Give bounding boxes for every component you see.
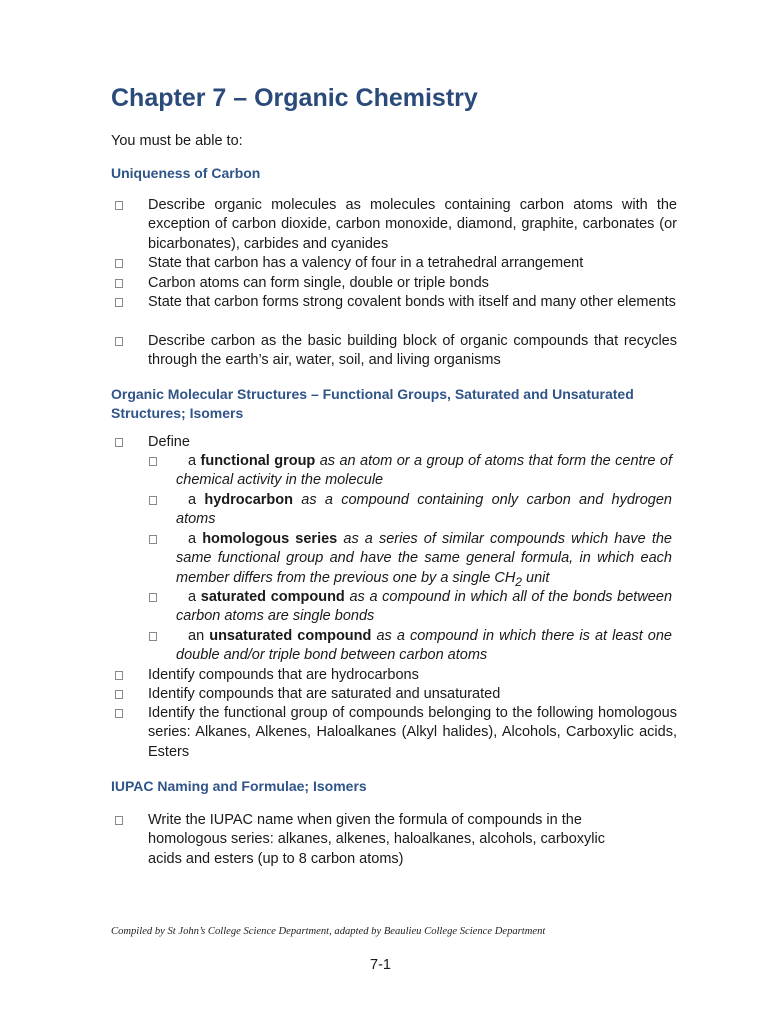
definition-term: functional group: [200, 453, 316, 469]
definition-term: hydrocarbon: [204, 492, 293, 508]
list-item-define: Define: [148, 433, 677, 452]
list-item: State that carbon has a valency of four in a tetrahedral arrangement: [148, 254, 677, 273]
definition-item: a homologous series as a series of similar compounds which have the same functional group and have the same general formula, in which each member differs from the previous one by a single $CH_2$ unit: [176, 530, 672, 592]
list-item: Identify compounds that are hydrocarbons: [148, 666, 677, 685]
definition-term: homologous series: [202, 531, 338, 547]
checkbox-bullet-icon: [149, 535, 157, 544]
checkbox-bullet-icon: [115, 259, 123, 268]
checkbox-bullet-icon: [149, 457, 157, 466]
list-item: Describe organic molecules as molecules containing carbon atoms with the exception of carbon dioxide, carbon monoxide, diamond, graphite, carbonates (or bicarbonates), carbides and cyanides: [148, 196, 677, 254]
checkbox-bullet-icon: [115, 201, 123, 210]
section-heading-uniqueness: Uniqueness of Carbon: [111, 165, 261, 181]
definition-item: an unsaturated compound as a compound in which there is at least one double and/or triple bond between carbon atoms: [176, 627, 672, 666]
list-item: Carbon atoms can form single, double or triple bonds: [148, 274, 677, 293]
checkbox-bullet-icon: [149, 496, 157, 505]
definition-term: unsaturated compound: [209, 628, 372, 644]
chapter-title: Chapter 7 – Organic Chemistry: [111, 84, 478, 112]
definition-item: a hydrocarbon as a compound containing only carbon and hydrogen atoms: [176, 491, 672, 530]
checkbox-bullet-icon: [115, 709, 123, 718]
checkbox-bullet-icon: [115, 337, 123, 346]
checkbox-bullet-icon: [115, 438, 123, 447]
page-number: 7-1: [370, 957, 391, 973]
intro-text: You must be able to:: [111, 133, 243, 149]
list-item: Identify the functional group of compounds belonging to the following homologous series: Alkanes, Alkenes, Haloalkanes (Alkyl halides), Alcohols, Carboxylic acids, Esters: [148, 704, 677, 762]
definition-item: a saturated compound as a compound in which all of the bonds between carbon atoms are single bonds: [176, 588, 672, 627]
checkbox-bullet-icon: [149, 632, 157, 641]
section-heading-iupac: IUPAC Naming and Formulae; Isomers: [111, 778, 367, 794]
checkbox-bullet-icon: [149, 593, 157, 602]
list-item: State that carbon forms strong covalent bonds with itself and many other elements: [148, 293, 677, 312]
checkbox-bullet-icon: [115, 690, 123, 699]
list-item: Identify compounds that are saturated and unsaturated: [148, 685, 677, 704]
definition-term: saturated compound: [200, 589, 345, 605]
footer-credit: Compiled by St John’s College Science Department, adapted by Beaulieu College Science Department: [111, 926, 546, 937]
definition-item: a functional group as an atom or a group of atoms that form the centre of chemical activity in the molecule: [176, 452, 672, 491]
checkbox-bullet-icon: [115, 279, 123, 288]
section-heading-structures: Organic Molecular Structures – Functional Groups, Saturated and Unsaturated Structures; Isomers: [111, 386, 634, 421]
list-item: Describe carbon as the basic building block of organic compounds that recycles through the earth’s air, water, soil, and living organisms: [148, 332, 677, 371]
checkbox-bullet-icon: [115, 816, 123, 825]
checkbox-bullet-icon: [115, 298, 123, 307]
checkbox-bullet-icon: [115, 671, 123, 680]
list-item: Write the IUPAC name when given the formula of compounds in the homologous series: alkanes, alkenes, haloalkanes, alcohols, carboxylic acids and esters (up to 8 carbon atoms): [148, 811, 628, 869]
